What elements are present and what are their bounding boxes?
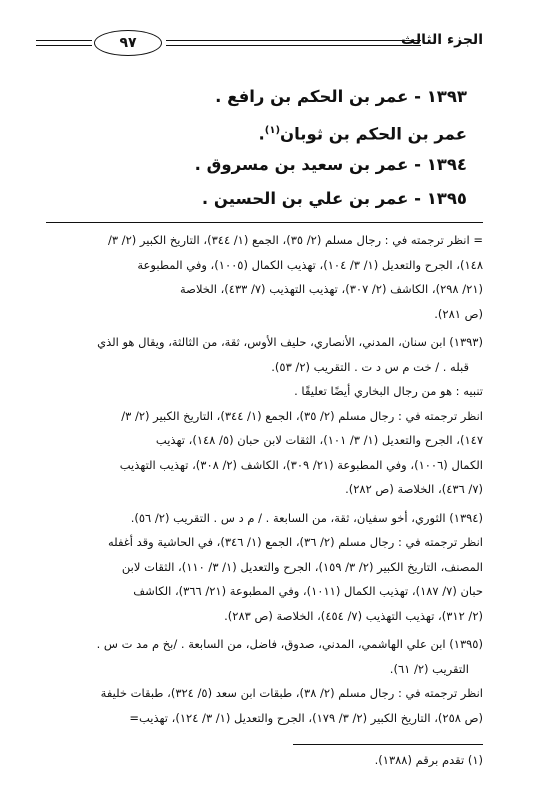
note-line: انظر ترجمته في : رجال مسلم (٢/ ٣٥)، الجمع (١/ ٣٤٤)، التاريخ الكبير (٢/ ٣/ <box>121 408 483 423</box>
header-rule-right <box>166 40 421 46</box>
entry-text: عمر بن الحكم بن ثوبان <box>280 124 467 144</box>
note-line: تنبيه : هو من رجال البخاري أيضًا تعليقًا . <box>294 384 483 398</box>
note-line: (٢/ ٣١٢)، تهذيب التهذيب (٧/ ٤٥٤)، الخلاصة (ص ٢٨٣). <box>224 608 483 623</box>
page-number: ٩٧ <box>119 35 137 51</box>
note-line: ١٤٧)، الجرح والتعديل (١/ ٣/ ١٠١)، الثقات لابن حبان (٥/ ١٤٨)، تهذيب <box>155 433 483 447</box>
notes-separator <box>46 222 483 223</box>
notes-section <box>46 228 483 730</box>
note-line: قبله . / خت م س د ت . التقريب (٢/ ٥٣). <box>271 359 469 374</box>
footnote: (١) تقدم برقم (١٣٨٨). <box>374 753 483 767</box>
note-line: (٢١/ ٢٩٨)، الكاشف (٢/ ٣٠٧)، تهذيب التهذيب (٧/ ٤٣٣)، الخلاصة <box>180 282 483 296</box>
note-line: (٧/ ٤٣٦)، الخلاصة (ص ٢٨٢). <box>345 482 483 496</box>
note-line-1394: (١٣٩٤) الثوري، أخو سفيان، ثقة، من السابعة . / م د س . التقريب (٢/ ٥٦). <box>130 510 483 525</box>
entry-1395: ١٣٩٥ - عمر بن علي بن الحسين . <box>201 189 467 208</box>
note-line: = انظر ترجمته في : رجال مسلم (٢/ ٣٥)، الجمع (١/ ٣٤٤)، التاريخ الكبير (٢/ ٣/ <box>107 233 483 247</box>
entry-ibn-thawban <box>40 114 467 148</box>
note-line: المصنف، التاريخ الكبير (٢/ ٣/ ١٥٩)، الجرح والتعديل (١/ ٣/ ١١٠)، الثقات لابن <box>121 559 483 574</box>
entry-tail: . <box>258 124 265 144</box>
note-line: الكمال (١٠٠٦)، وفي المطبوعة (٢١/ ٣٠٩)، الكاشف (٢/ ٣٠٨)، تهذيب التهذيب <box>119 457 483 472</box>
running-title: الجزء الثالث <box>401 32 483 48</box>
note-line-1395: (١٣٩٥) ابن علي الهاشمي، المدني، صدوق، فاضل، من السابعة . /بخ م مد ت س . <box>96 637 483 651</box>
footnote-marker: (١) <box>264 125 281 136</box>
page-header <box>36 30 483 58</box>
note-line: (ص ٢٨١). <box>434 306 483 321</box>
note-line: (ص ٢٥٨)، التاريخ الكبير (٢/ ٣/ ١٧٩)، الجرح والتعديل (١/ ٣/ ١٢٤)، تهذيب= <box>129 710 483 725</box>
note-line: انظر ترجمته في : رجال مسلم (٢/ ٣٨)، طبقات ابن سعد (٥/ ٣٢٤)، طبقات خليفة <box>100 686 483 700</box>
note-line: ١٤٨)، الجرح والتعديل (١/ ٣/ ١٠٤)، تهذيب الكمال (١٠٠٥)، وفي المطبوعة <box>137 257 483 272</box>
entry-1394: ١٣٩٤ - عمر بن سعيد بن مسروق . <box>194 155 467 174</box>
footnote-separator <box>293 744 483 745</box>
note-line: انظر ترجمته في : رجال مسلم (٢/ ٣٦)، الجمع (١/ ٣٤٦)، في الحاشية وقد أغفله <box>107 535 483 549</box>
page-number-badge <box>94 30 162 56</box>
entry-list <box>40 80 467 216</box>
header-rule-left <box>36 40 92 46</box>
note-line: حبان (٧/ ١٨٧)، تهذيب الكمال (١٠١١)، وفي المطبوعة (٢١/ ٣٦٦)، الكاشف <box>133 584 483 598</box>
note-line: التقريب (٢/ ٦١). <box>389 661 469 676</box>
entry-1393: ١٣٩٣ - عمر بن الحكم بن رافع . <box>215 87 467 106</box>
note-line-1393: (١٣٩٣) ابن سنان، المدني، الأنصاري، حليف الأوس، ثقة، من الثالثة، ويقال هو الذي <box>97 335 483 349</box>
